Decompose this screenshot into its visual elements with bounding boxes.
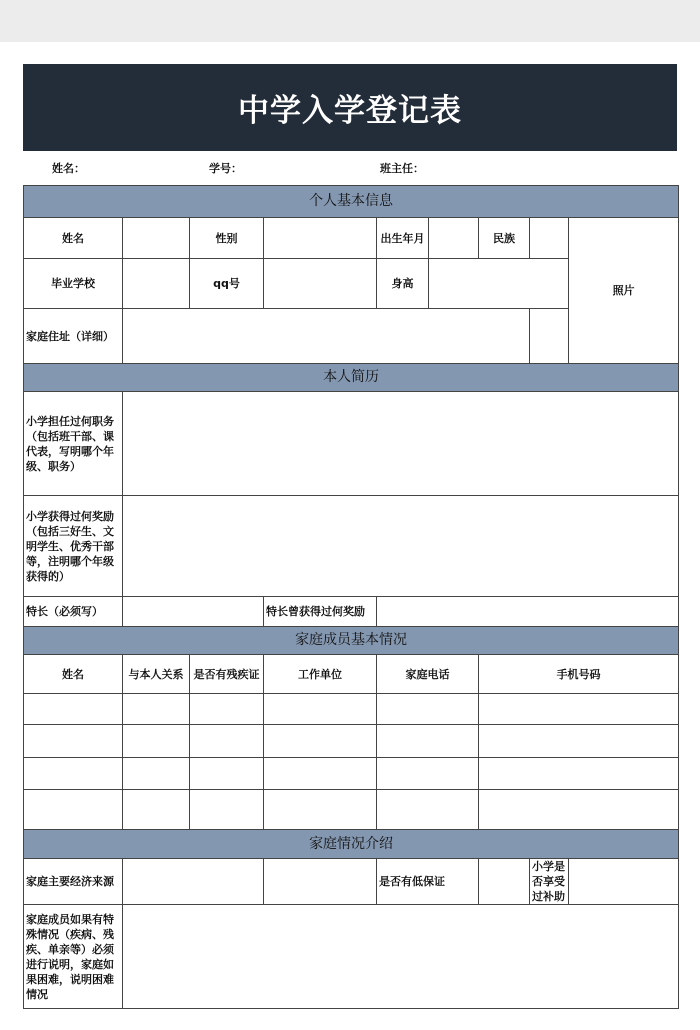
label-birth: 出生年月 — [377, 218, 429, 259]
cell[interactable] — [123, 758, 190, 790]
field-birth[interactable] — [429, 218, 479, 259]
cell[interactable] — [479, 790, 679, 830]
label-name: 姓名 — [24, 218, 123, 259]
section-basic-info: 个人基本信息 — [24, 186, 679, 218]
cell[interactable] — [377, 790, 479, 830]
label-ethnicity: 民族 — [479, 218, 530, 259]
cell[interactable] — [190, 725, 264, 758]
cell[interactable] — [264, 790, 377, 830]
field-income-extra[interactable] — [264, 859, 377, 905]
cell[interactable] — [377, 758, 479, 790]
cell[interactable] — [264, 725, 377, 758]
cell[interactable] — [123, 694, 190, 725]
label-school: 毕业学校 — [24, 259, 123, 309]
label-address: 家庭住址（详细） — [24, 309, 123, 364]
section-family: 家庭成员基本情况 — [24, 627, 679, 655]
label-height: 身高 — [377, 259, 429, 309]
cell[interactable] — [190, 694, 264, 725]
field-qq[interactable] — [264, 259, 377, 309]
cell[interactable] — [24, 694, 123, 725]
label-income: 家庭主要经济来源 — [24, 859, 123, 905]
label-special: 家庭成员如果有特殊情况（疾病、残疾、单亲等）必须进行说明，家庭如果困难，说明困难情况 — [24, 905, 123, 1009]
cell[interactable] — [190, 790, 264, 830]
cell[interactable] — [479, 694, 679, 725]
field-ethnicity[interactable] — [530, 218, 569, 259]
family-header-employer: 工作单位 — [264, 655, 377, 694]
info-name-label: 姓名： — [52, 162, 85, 175]
family-row — [24, 790, 679, 830]
field-address[interactable] — [123, 309, 530, 364]
field-subsidy[interactable] — [569, 859, 679, 905]
top-band — [0, 0, 700, 42]
cell[interactable] — [479, 725, 679, 758]
field-income[interactable] — [123, 859, 264, 905]
family-header-home-phone: 家庭电话 — [377, 655, 479, 694]
family-row — [24, 694, 679, 725]
form-title: 中学入学登记表 — [23, 64, 677, 151]
family-row — [24, 725, 679, 758]
cell[interactable] — [377, 725, 479, 758]
label-duties: 小学担任过何职务（包括班干部、课代表，写明哪个年级、职务） — [24, 392, 123, 496]
label-subsistence: 是否有低保证 — [377, 859, 479, 905]
label-subsidy: 小学是否享受过补助 — [530, 859, 569, 905]
field-talent-awards[interactable] — [377, 597, 679, 627]
field-special[interactable] — [123, 905, 679, 1009]
field-duties[interactable] — [123, 392, 679, 496]
field-address-extra[interactable] — [530, 309, 569, 364]
cell[interactable] — [264, 758, 377, 790]
field-name[interactable] — [123, 218, 190, 259]
family-header-disability: 是否有残疾证 — [190, 655, 264, 694]
registration-form-table — [23, 185, 679, 1009]
field-height[interactable] — [429, 259, 569, 309]
cell[interactable] — [24, 758, 123, 790]
cell[interactable] — [377, 694, 479, 725]
field-awards[interactable] — [123, 496, 679, 597]
info-head-teacher-label: 班主任： — [380, 162, 424, 175]
cell[interactable] — [24, 790, 123, 830]
cell[interactable] — [24, 725, 123, 758]
label-talent-awards: 特长曾获得过何奖励 — [264, 597, 377, 627]
section-family-intro: 家庭情况介绍 — [24, 830, 679, 859]
field-school[interactable] — [123, 259, 190, 309]
family-header-relation: 与本人关系 — [123, 655, 190, 694]
label-awards: 小学获得过何奖励（包括三好生、文明学生、优秀干部等，注明哪个年级获得的） — [24, 496, 123, 597]
field-talent[interactable] — [123, 597, 264, 627]
cell[interactable] — [479, 758, 679, 790]
label-talent: 特长（必须写） — [24, 597, 123, 627]
label-qq: qq号 — [190, 259, 264, 309]
section-resume: 本人简历 — [24, 364, 679, 392]
cell[interactable] — [123, 725, 190, 758]
cell[interactable] — [123, 790, 190, 830]
family-row — [24, 758, 679, 790]
cell[interactable] — [190, 758, 264, 790]
label-gender: 性别 — [190, 218, 264, 259]
family-header-name: 姓名 — [24, 655, 123, 694]
cell[interactable] — [264, 694, 377, 725]
photo-cell[interactable]: 照片 — [569, 218, 679, 364]
field-subsistence[interactable] — [479, 859, 530, 905]
field-gender[interactable] — [264, 218, 377, 259]
info-student-id-label: 学号： — [209, 162, 242, 175]
family-header-mobile: 手机号码 — [479, 655, 679, 694]
